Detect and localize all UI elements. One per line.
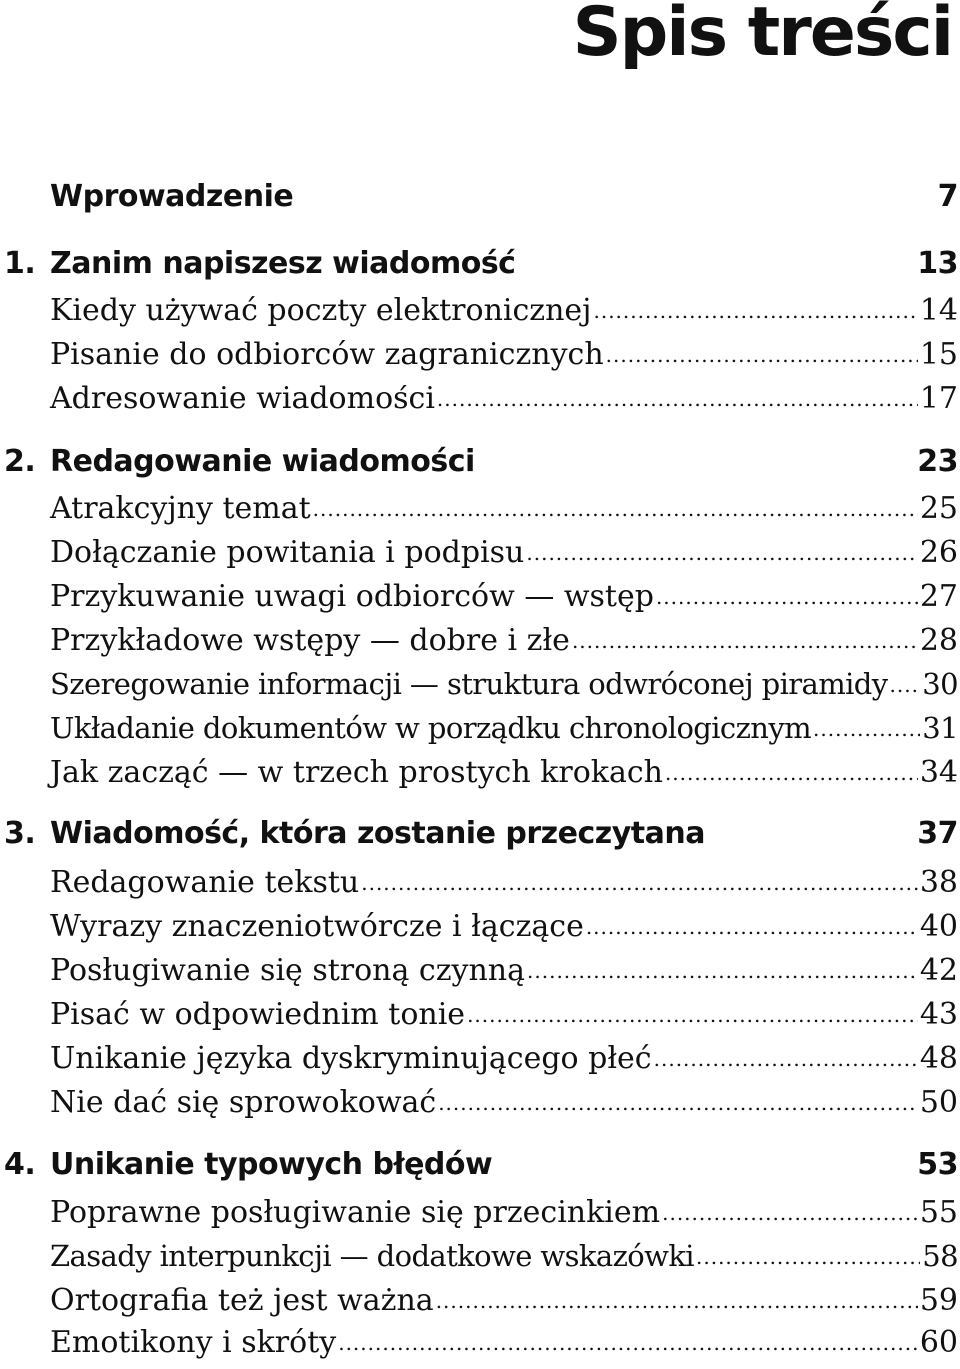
toc-entry[interactable] [0, 1041, 958, 1076]
dot-leader [437, 382, 918, 412]
toc-entry-label: Przykuwanie uwagi odbiorców — wstęp [50, 579, 654, 614]
toc-entry[interactable] [0, 293, 958, 328]
dot-leader [586, 910, 918, 940]
toc-entry-page: 27 [919, 579, 958, 614]
toc-entry-page: 31 [922, 711, 958, 745]
toc-entry-label: Unikanie języka dyskryminującego płeć [50, 1041, 652, 1076]
toc-entry[interactable] [0, 381, 958, 416]
dot-leader [593, 294, 917, 324]
toc-entry-page: 38 [919, 865, 958, 900]
toc-chapter-2[interactable] [0, 444, 958, 479]
toc-entry-page: 28 [919, 623, 958, 658]
toc-entry-label: Nie dać się sprowokować [50, 1085, 437, 1120]
toc-entry[interactable] [0, 1325, 958, 1360]
toc-entry[interactable] [0, 997, 958, 1032]
toc-entry-page: 34 [919, 755, 958, 790]
toc-entry-label: Przykładowe wstępy — dobre i złe [50, 623, 570, 658]
toc-chapter-title: Zanim napiszesz wiadomość [50, 246, 516, 281]
toc-heading-page: 7 [937, 179, 958, 214]
toc-entry[interactable] [0, 1283, 958, 1318]
toc-chapter-number: 2. [4, 444, 36, 479]
toc-entry[interactable] [0, 865, 958, 900]
dot-leader [662, 1196, 918, 1226]
dot-leader [438, 1086, 918, 1116]
toc-entry-page: 43 [919, 997, 958, 1032]
toc-entry[interactable] [0, 909, 958, 944]
toc-chapter-page: 37 [917, 816, 958, 851]
toc-entry-page: 42 [919, 953, 958, 988]
toc-entry-label: Wyrazy znaczeniotwórcze i łączące [50, 909, 584, 944]
toc-entry-label: Układanie dokumentów w porządku chronologicznym [50, 711, 812, 745]
toc-entry[interactable] [0, 755, 958, 790]
dot-leader [338, 1326, 918, 1356]
toc-entry-label: Posługiwanie się stroną czynną [50, 953, 526, 988]
dot-leader [656, 580, 918, 610]
toc-chapter-number: 1. [4, 246, 36, 281]
toc-entry[interactable] [0, 337, 958, 372]
toc-entry-page: 60 [919, 1325, 958, 1360]
toc-entry[interactable] [0, 711, 958, 745]
toc-entry-label: Szeregowanie informacji — struktura odwróconej piramidy [50, 667, 888, 701]
toc-entry[interactable] [0, 491, 958, 526]
toc-entry-page: 14 [919, 293, 958, 328]
toc-entry[interactable] [0, 535, 958, 570]
toc-chapter-page: 23 [917, 444, 958, 479]
toc-entry[interactable] [0, 1085, 958, 1120]
toc-chapter-page: 53 [917, 1147, 958, 1182]
toc-entry[interactable] [0, 579, 958, 614]
dot-leader [654, 1042, 918, 1072]
toc-entry-label: Pisać w odpowiednim tonie [50, 997, 466, 1032]
dot-leader [361, 866, 918, 896]
toc-chapter-title: Unikanie typowych błędów [50, 1147, 493, 1182]
toc-entry-page: 50 [919, 1085, 958, 1120]
toc-entry-label: Pisanie do odbiorców zagranicznych [50, 337, 604, 372]
toc-entry-label: Kiedy używać poczty elektronicznej [50, 293, 592, 328]
toc-entry-label: Poprawne posługiwanie się przecinkiem [50, 1195, 661, 1230]
toc-entry-label: Dołączanie powitania i podpisu [50, 535, 525, 570]
toc-chapter-page: 13 [917, 246, 958, 281]
toc-chapter-title: Redagowanie wiadomości [50, 444, 475, 479]
toc-entry-label: Emotikony i skróty [50, 1325, 337, 1360]
toc-heading-label: Wprowadzenie [50, 179, 294, 214]
toc-chapter-4[interactable] [0, 1147, 958, 1182]
toc-entry-label: Zasady interpunkcji — dodatkowe wskazówki [50, 1239, 694, 1273]
toc-entry-label: Redagowanie tekstu [50, 865, 360, 900]
toc-chapter-number: 3. [4, 816, 36, 851]
dot-leader [526, 536, 917, 566]
dot-leader [572, 624, 918, 654]
toc-entry-page: 55 [919, 1195, 958, 1230]
toc-entry-page: 40 [919, 909, 958, 944]
dot-leader [467, 998, 918, 1028]
dot-leader [436, 1284, 918, 1314]
toc-chapter-1[interactable] [0, 246, 958, 281]
toc-entry-page: 30 [922, 667, 958, 701]
toc-entry-page: 59 [919, 1283, 958, 1318]
toc-entry-page: 26 [919, 535, 958, 570]
dot-leader [665, 756, 918, 786]
toc-entry-page: 58 [922, 1239, 958, 1273]
dot-leader [696, 1240, 920, 1269]
toc-entry-label: Ortografia też jest ważna [50, 1283, 434, 1318]
toc-entry[interactable] [0, 1239, 958, 1273]
toc-entry[interactable] [0, 1195, 958, 1230]
toc-entry-label: Adresowanie wiadomości [50, 381, 435, 416]
toc-entry-page: 15 [919, 337, 958, 372]
dot-leader [527, 954, 918, 984]
toc-chapter-title: Wiadomość, która zostanie przeczytana [50, 816, 705, 851]
dot-leader [606, 338, 918, 368]
toc-chapter-3[interactable] [0, 816, 958, 851]
toc-entry-label: Jak zacząć — w trzech prostych krokach [50, 755, 663, 790]
dot-leader [890, 668, 921, 697]
dot-leader [313, 492, 918, 522]
toc-entry[interactable] [0, 953, 958, 988]
toc-entry[interactable] [0, 623, 958, 658]
toc-chapter-number: 4. [4, 1147, 36, 1182]
toc-heading-intro[interactable] [0, 179, 958, 214]
toc-entry-page: 48 [919, 1041, 958, 1076]
toc-entry-label: Atrakcyjny temat [50, 491, 311, 526]
dot-leader [813, 712, 920, 741]
toc-entry[interactable] [0, 667, 958, 701]
page-title: Spis treści [572, 0, 952, 72]
toc-entry-page: 17 [919, 381, 958, 416]
toc-entry-page: 25 [919, 491, 958, 526]
